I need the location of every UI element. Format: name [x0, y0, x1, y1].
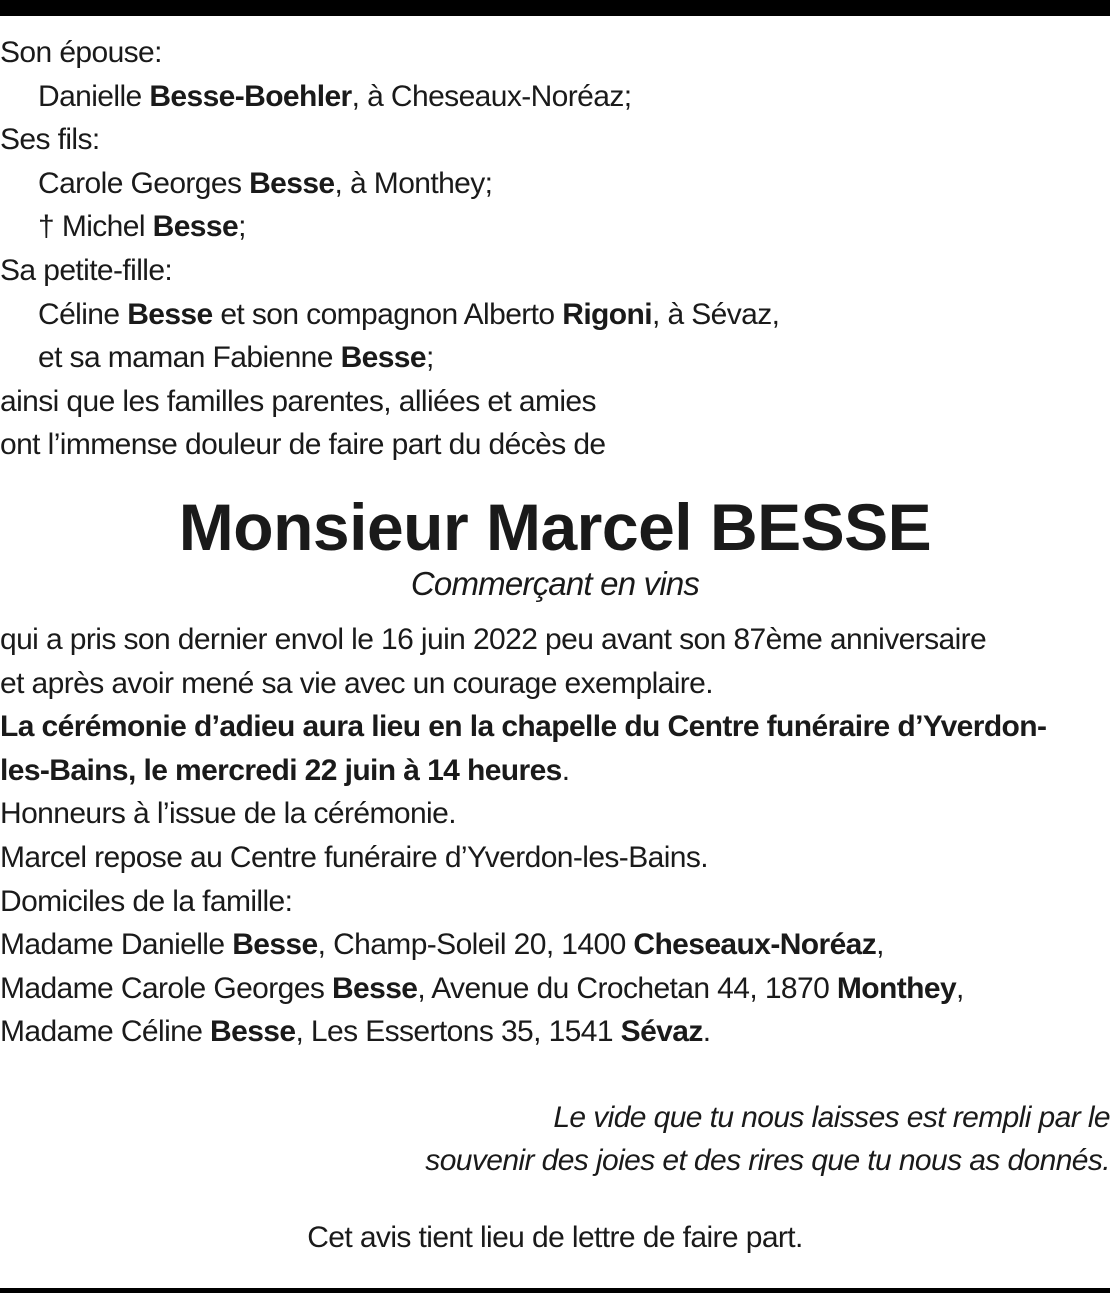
- partner-surname: Rigoni: [562, 297, 652, 331]
- ceremony-line-2: les-Bains, le mercredi 22 juin à 14 heures.: [0, 753, 570, 787]
- bottom-border-rule: [0, 1288, 1110, 1293]
- announcement-line: ont l’immense douleur de faire part du décès de: [0, 428, 606, 462]
- mother-surname: Besse: [340, 341, 426, 375]
- domiciles-heading: Domiciles de la famille:: [0, 884, 293, 918]
- address-line: Madame Danielle Besse, Champ-Soleil 20, 1400 Cheseaux-Noréaz,: [0, 928, 884, 962]
- address-line: Madame Carole Georges Besse, Avenue du Crochetan 44, 1870 Monthey,: [0, 971, 964, 1005]
- granddaughter-heading: Sa petite-fille:: [0, 253, 173, 287]
- address-line: Madame Céline Besse, Les Essertons 35, 1541 Sévaz.: [0, 1015, 711, 1049]
- ceremony-line-1: La cérémonie d’adieu aura lieu en la chapelle du Centre funéraire d’Yverdon-: [0, 710, 1047, 744]
- repose-line: Marcel repose au Centre funéraire d’Yverdon-les-Bains.: [0, 840, 708, 874]
- life-line: et après avoir mené sa vie avec un courage exemplaire.: [0, 666, 714, 700]
- spouse-surname: Besse-Boehler: [149, 79, 352, 113]
- details-block: [0, 618, 1110, 1054]
- son-entry-2: † Michel Besse;: [38, 210, 246, 244]
- granddaughter-surname: Besse: [127, 297, 213, 331]
- deceased-name: Monsieur Marcel BESSE: [178, 489, 932, 564]
- passing-line: qui a pris son dernier envol le 16 juin 2022 peu avant son 87ème anniversaire: [0, 622, 987, 656]
- son-entry-1: Carole Georges Besse, à Monthey;: [38, 166, 493, 200]
- closing-note: Cet avis tient lieu de lettre de faire part.: [307, 1221, 803, 1255]
- quote-line-2: souvenir des joies et des rires que tu nous as donnés.: [425, 1144, 1110, 1178]
- son-surname: Besse: [152, 210, 239, 244]
- granddaughter-entry: Céline Besse et son compagnon Alberto Rigoni, à Sévaz,: [38, 297, 780, 331]
- mother-entry: et sa maman Fabienne Besse;: [38, 341, 434, 375]
- honours-line: Honneurs à l’issue de la cérémonie.: [0, 797, 456, 831]
- spouse-heading: Son épouse:: [0, 36, 162, 69]
- sons-heading: Ses fils:: [0, 123, 100, 157]
- top-border-rule: [0, 0, 1110, 16]
- quote-line-1: Le vide que tu nous laisses est rempli par le: [553, 1100, 1110, 1134]
- memorial-quote: [0, 1096, 1110, 1183]
- son-surname: Besse: [249, 166, 335, 200]
- spouse-entry: Danielle Besse-Boehler, à Cheseaux-Noréaz;: [38, 79, 632, 113]
- deceased-occupation: Commerçant en vins: [410, 564, 700, 602]
- families-line: ainsi que les familles parentes, alliées et amies: [0, 384, 596, 418]
- obituary-notice: [0, 31, 1110, 1260]
